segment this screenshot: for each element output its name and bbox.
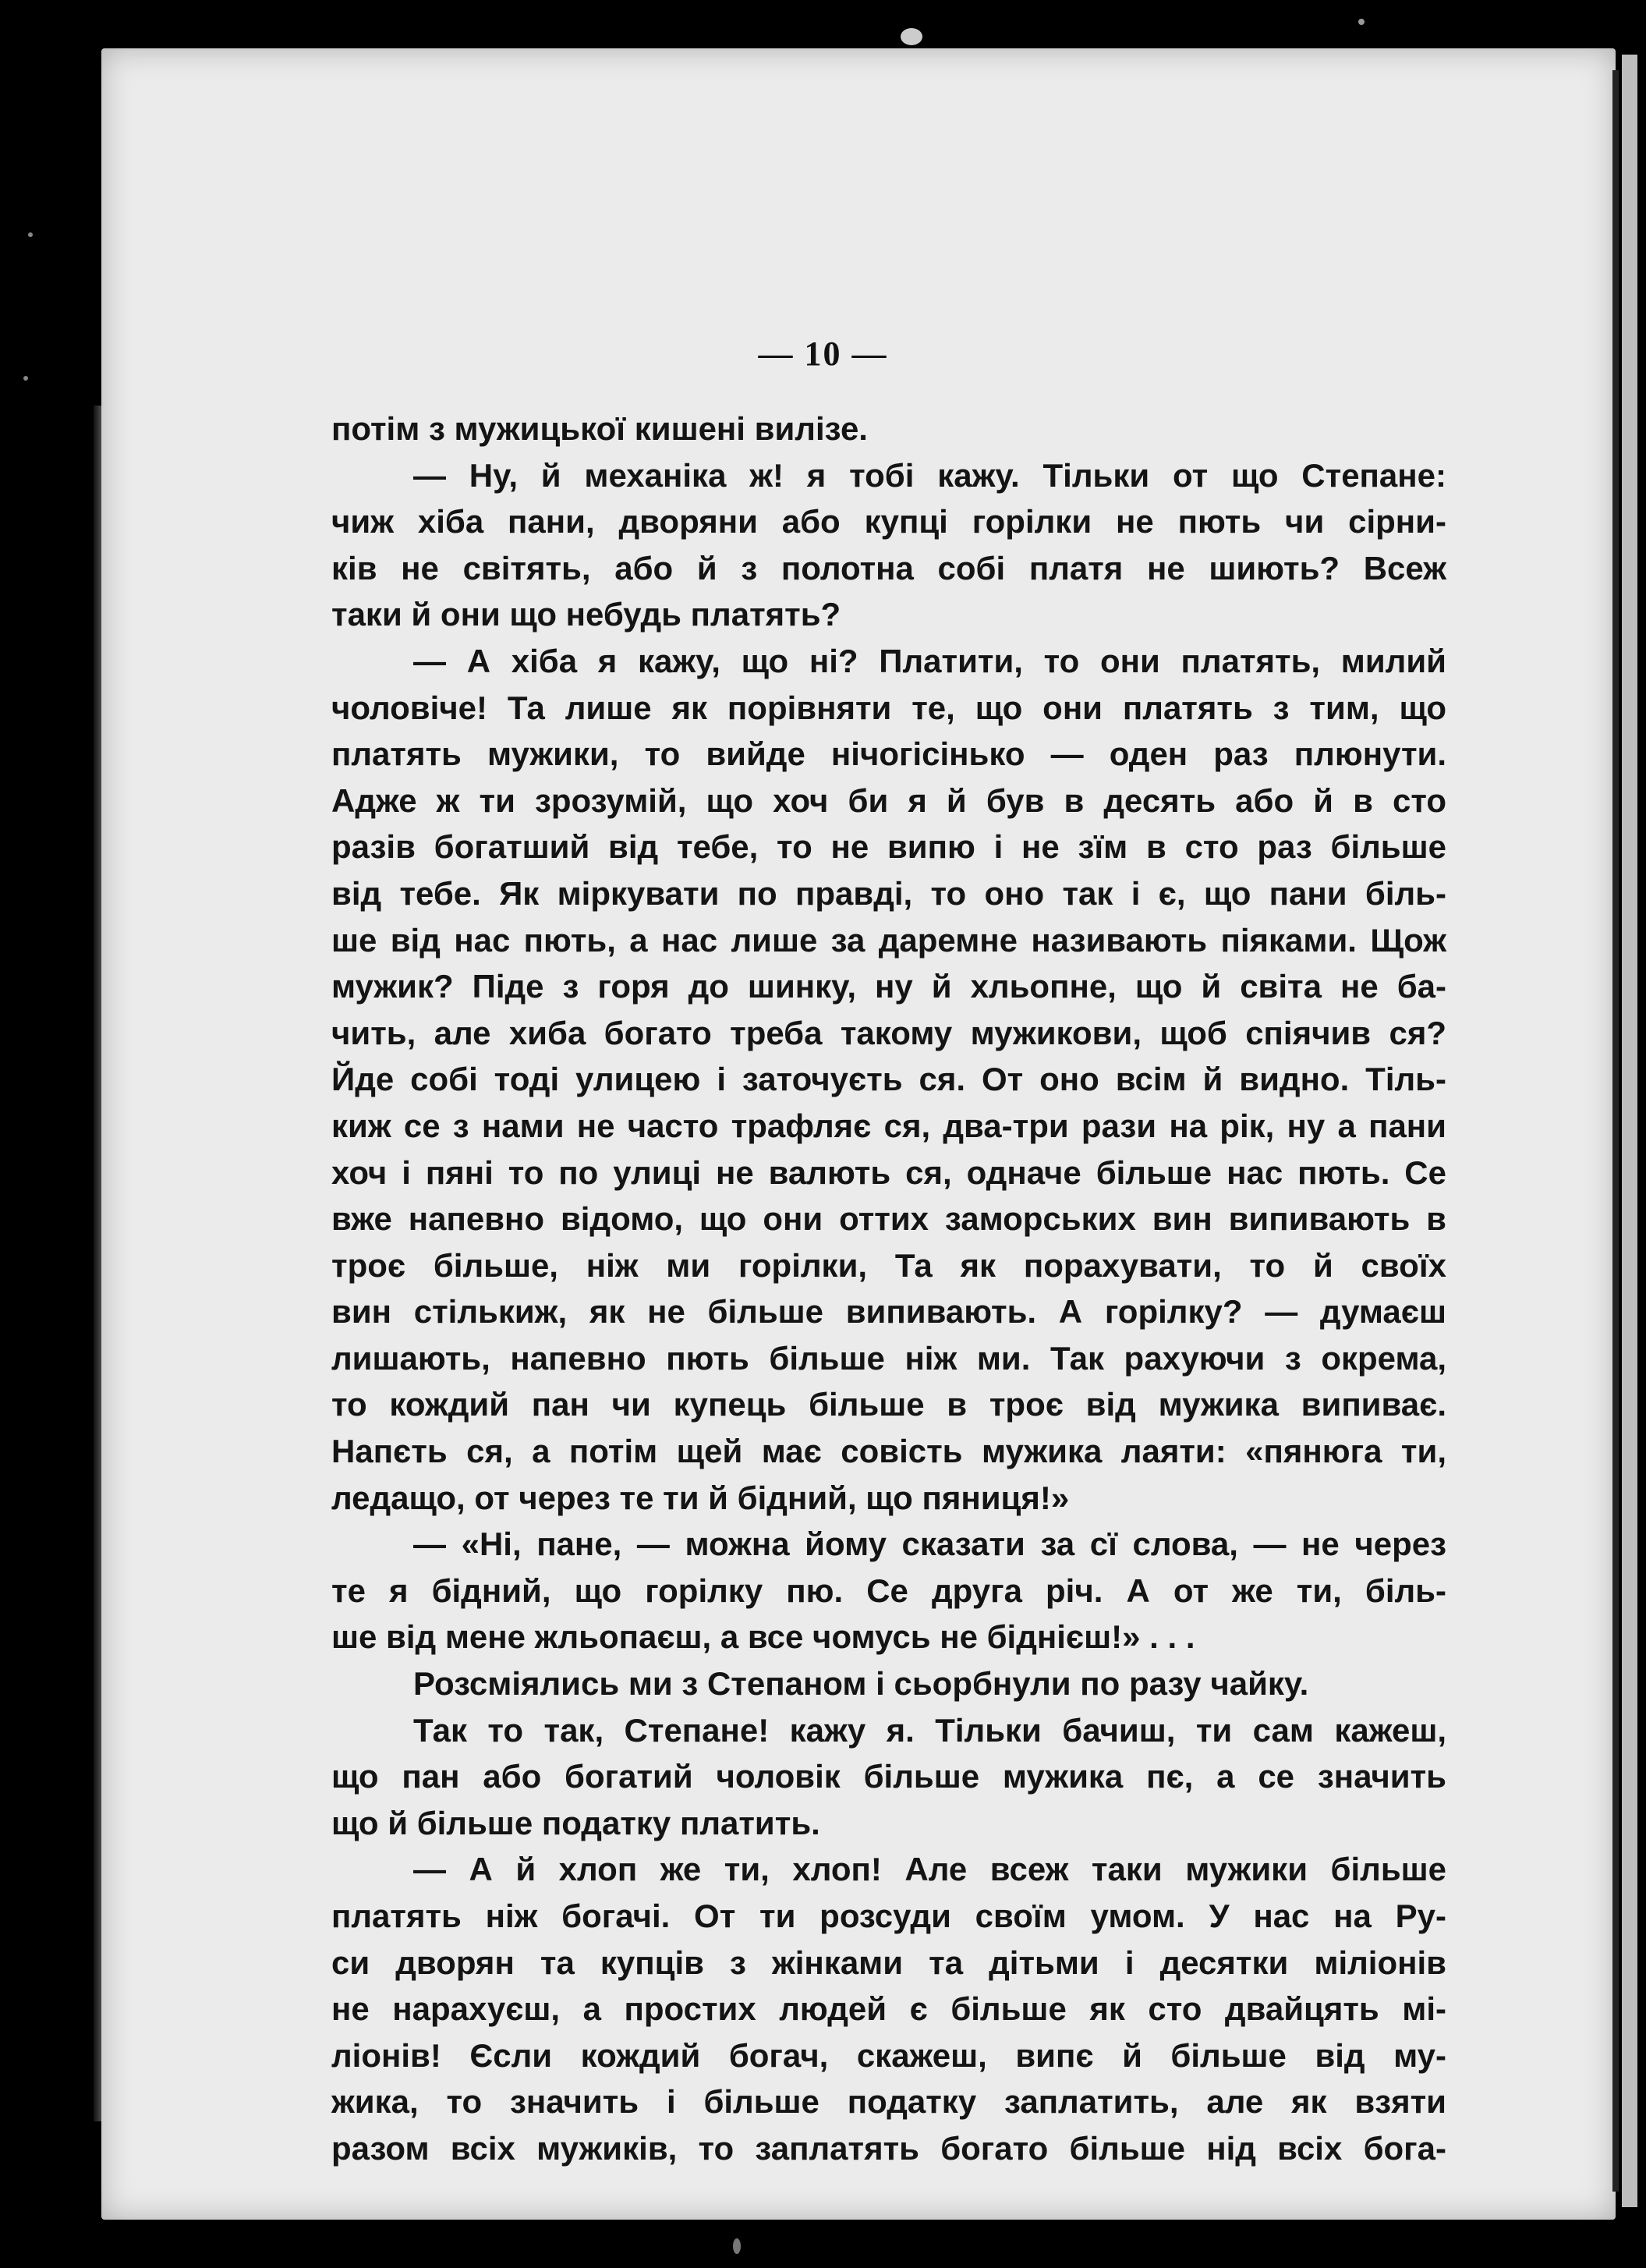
text-line: що пан або богатий чоловік більше мужика пє, а се значить bbox=[331, 1758, 1446, 1795]
text-line: Напєть ся, а потім щей має совість мужика лаяти: «пянюга ти, bbox=[331, 1433, 1446, 1470]
text-line: платять ніж богачі. От ти розсуди своїм умом. У нас на Ру- bbox=[331, 1898, 1446, 1934]
text-line: — А хіба я кажу, що ні? Платити, то они платять, милий bbox=[413, 642, 1446, 679]
text-line: разів богатший від тебе, то не випю і не зїм в сто раз більше bbox=[331, 828, 1446, 866]
text-line: — Ну, й механіка ж! я тобі кажу. Тільки от що Степане: bbox=[413, 456, 1446, 494]
adjacent-page-edge bbox=[1622, 55, 1637, 2207]
text-line: хоч і пяні то по улиці не валють ся, одначе більше нас пють. Се bbox=[331, 1153, 1446, 1191]
text-line: си дворян та купців з жінками та дітьми і десятки міліонів bbox=[331, 1944, 1446, 1981]
text-line: то кождий пан чи купець більше в троє від мужика випиває. bbox=[331, 1386, 1446, 1423]
text-line: чить, але хиба богато треба такому мужикови, щоб спіячив ся? bbox=[331, 1014, 1446, 1051]
text-line: чоловіче! Та лише як порівняти те, що они платять з тим, що bbox=[331, 689, 1446, 726]
text-line: ше від мене жльопаєш, а все чомусь не біднієш!» . . . bbox=[331, 1618, 1195, 1656]
text-line: що й більше податку платить. bbox=[331, 1804, 820, 1841]
text-line: троє більше, ніж ми горілки, Та як порахувати, то й своїх bbox=[331, 1246, 1446, 1284]
text-line: Так то так, Степане! кажу я. Тільки бачиш, ти сам кажеш, bbox=[413, 1711, 1446, 1749]
text-line: Розсміялись ми з Степаном і сьорбнули по разу чайку. bbox=[413, 1665, 1309, 1703]
text-line: ше від нас пють, а нас лише за даремне називають піяками. Щож bbox=[331, 921, 1446, 959]
text-line: від тебе. Як міркувати по правді, то оно так і є, що пани біль- bbox=[331, 874, 1446, 912]
text-line: платять мужики, то вийде нічогісінько — оден раз плюнути. bbox=[331, 735, 1446, 773]
page-body-text bbox=[331, 406, 1446, 2172]
text-line: киж се з нами не часто трафляє ся, два-три рази на рік, ну а пани bbox=[331, 1107, 1446, 1144]
scan-speck bbox=[901, 28, 922, 45]
text-line: ледащо, от через те ти й бідний, що пяниця!» bbox=[331, 1479, 1070, 1516]
text-line: Адже ж ти зрозумій, що хоч би я й був в десять або й в сто bbox=[331, 781, 1446, 819]
text-line: таки й они що небудь платять? bbox=[331, 596, 841, 633]
scan-speck bbox=[733, 2238, 741, 2254]
text-line: не нарахуєш, а простих людей є більше як сто двайцять мі- bbox=[331, 1990, 1446, 2028]
text-line: те я бідний, що горілку пю. Се друга річ. А от же ти, біль- bbox=[331, 1572, 1446, 1609]
text-line: лишають, напевно пють більше ніж ми. Так рахуючи з окрема, bbox=[331, 1339, 1446, 1377]
text-line: Йде собі тоді улицею і заточуєть ся. От оно всім й видно. Тіль- bbox=[331, 1061, 1446, 1098]
text-line: мужик? Піде з горя до шинку, ну й хльопне, що й світа не ба- bbox=[331, 968, 1446, 1005]
text-line: — А й хлоп же ти, хлоп! Але всеж таки мужики більше bbox=[413, 1851, 1446, 1888]
scan-speck bbox=[1358, 19, 1365, 25]
page-fold-shadow bbox=[1612, 70, 1619, 2192]
text-line: ків не світять, або й з полотна собі платя не шиють? Всеж bbox=[331, 549, 1446, 586]
text-line: вин стількиж, як не більше випивають. А горілку? — думаєш bbox=[331, 1293, 1446, 1331]
text-line: чиж хіба пани, дворяни або купці горілки не пють чи сірни- bbox=[331, 503, 1446, 540]
text-line: потім з мужицької кишені вилізе. bbox=[331, 410, 868, 447]
text-line: жика, то значить і більше податку заплатить, але як взяти bbox=[331, 2083, 1446, 2121]
text-line: — «Ні, пане, — можна йому сказати за сї слова, — не через bbox=[413, 1526, 1446, 1563]
text-line: вже напевно відомо, що они оттих заморських вин випивають в bbox=[331, 1200, 1446, 1238]
text-line: ліонів! Єсли кождий богач, скажеш, випє й більше від му- bbox=[331, 2036, 1446, 2074]
scan-speck bbox=[23, 376, 28, 381]
scan-speck bbox=[28, 232, 33, 237]
text-line: разом всіх мужиків, то заплатять богато більше нід всіх бога- bbox=[331, 2129, 1446, 2167]
page-number: — 10 — bbox=[758, 335, 888, 373]
